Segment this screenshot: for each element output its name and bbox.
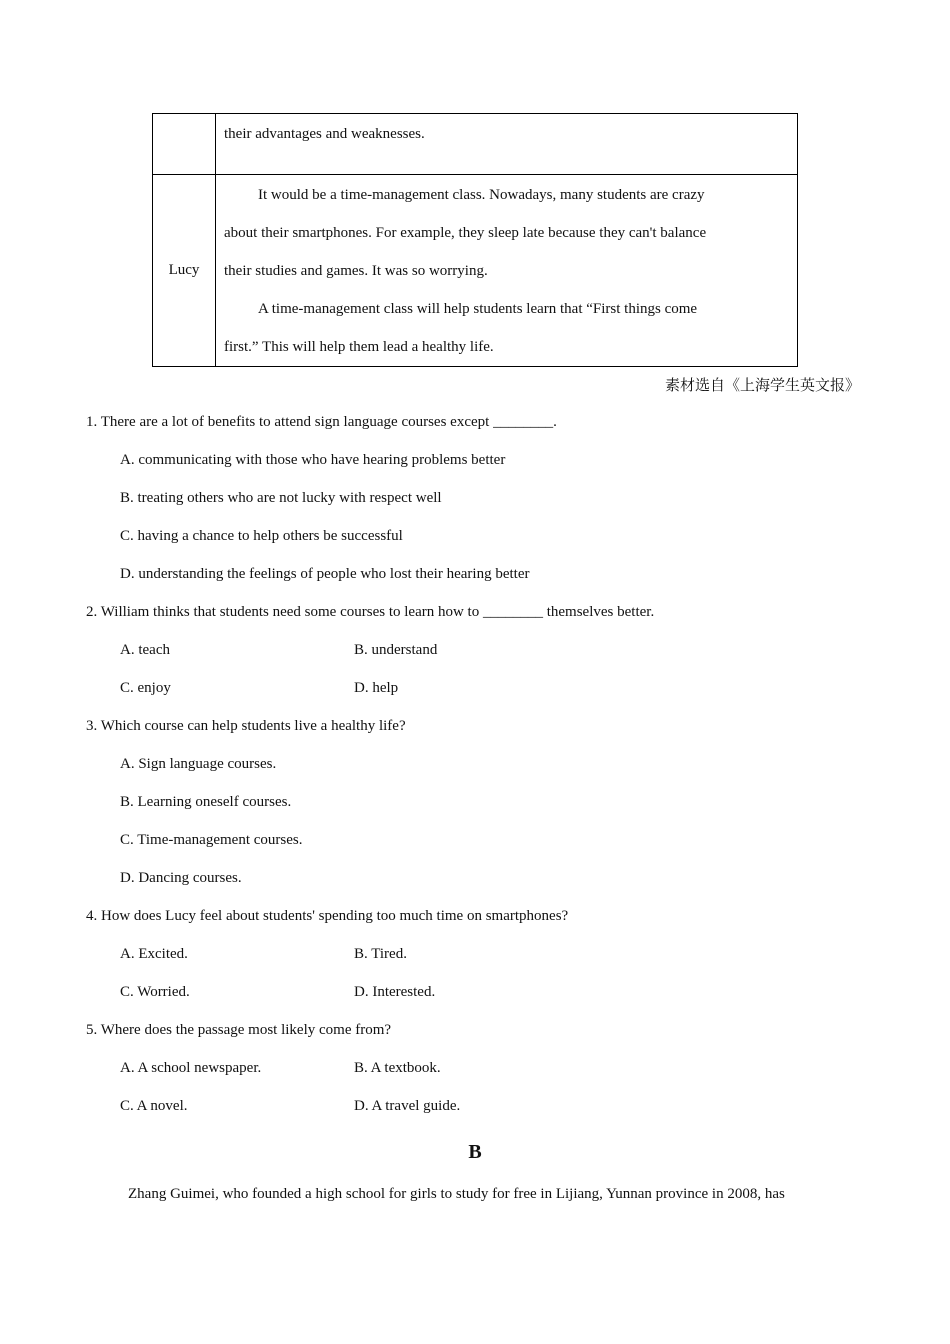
question-1-option-b: B. treating others who are not lucky with respect well xyxy=(120,490,442,506)
question-3-stem: 3. Which course can help students live a healthy life? xyxy=(86,718,406,734)
question-4-option-a: A. Excited. xyxy=(120,946,188,962)
question-4-stem: 4. How does Lucy feel about students' spending too much time on smartphones? xyxy=(86,908,569,924)
question-1-option-a: A. communicating with those who have hearing problems better xyxy=(120,452,506,468)
question-2-stem: 2. William thinks that students need some courses to learn how to ________ themselves better. xyxy=(86,604,655,620)
question-1-option-c: C. having a chance to help others be successful xyxy=(120,528,403,544)
question-2-option-a: A. teach xyxy=(120,642,170,658)
question-4-option-c: C. Worried. xyxy=(120,984,190,1000)
question-3-option-c: C. Time-management courses. xyxy=(120,832,303,848)
opinion-line: about their smartphones. For example, they sleep late because they can't balance xyxy=(224,225,707,241)
question-2-option-d: D. help xyxy=(354,680,399,696)
question-5-stem: 5. Where does the passage most likely come from? xyxy=(86,1022,392,1038)
table-row xyxy=(153,114,798,175)
source-note: 素材选自《上海学生英文报》 xyxy=(664,376,860,394)
question-4-option-d: D. Interested. xyxy=(354,984,436,1000)
opinion-line: A time-management class will help students learn that “First things come xyxy=(258,301,698,317)
speaker-name xyxy=(153,114,216,175)
opinion-line: It would be a time-management class. Nowadays, many students are crazy xyxy=(258,187,705,203)
question-5-option-a: A. A school newspaper. xyxy=(120,1060,262,1076)
question-4-option-b: B. Tired. xyxy=(354,946,407,962)
section-b-title: B xyxy=(468,1141,482,1163)
table-row xyxy=(153,175,798,367)
speaker-name: Lucy xyxy=(153,175,216,367)
question-5-option-d: D. A travel guide. xyxy=(354,1098,461,1114)
question-2-option-c: C. enjoy xyxy=(120,680,171,696)
opinions-table xyxy=(152,113,798,367)
question-3-option-d: D. Dancing courses. xyxy=(120,870,242,886)
section-b-paragraph: Zhang Guimei, who founded a high school for girls to study for free in Lijiang, Yunnan province in 2008, has xyxy=(128,1186,785,1202)
opinion-line: their studies and games. It was so worrying. xyxy=(224,263,488,279)
question-1-stem: 1. There are a lot of benefits to attend sign language courses except ________. xyxy=(86,414,557,430)
opinion-line: their advantages and weaknesses. xyxy=(224,126,425,142)
question-5-option-c: C. A novel. xyxy=(120,1098,188,1114)
question-3-option-a: A. Sign language courses. xyxy=(120,756,277,772)
question-5-option-b: B. A textbook. xyxy=(354,1060,441,1076)
question-2-option-b: B. understand xyxy=(354,642,438,658)
opinion-line: first.” This will help them lead a healthy life. xyxy=(224,339,494,355)
opinion-text xyxy=(216,175,798,367)
question-1-option-d: D. understanding the feelings of people who lost their hearing better xyxy=(120,566,530,582)
question-3-option-b: B. Learning oneself courses. xyxy=(120,794,292,810)
opinion-text xyxy=(216,114,798,175)
